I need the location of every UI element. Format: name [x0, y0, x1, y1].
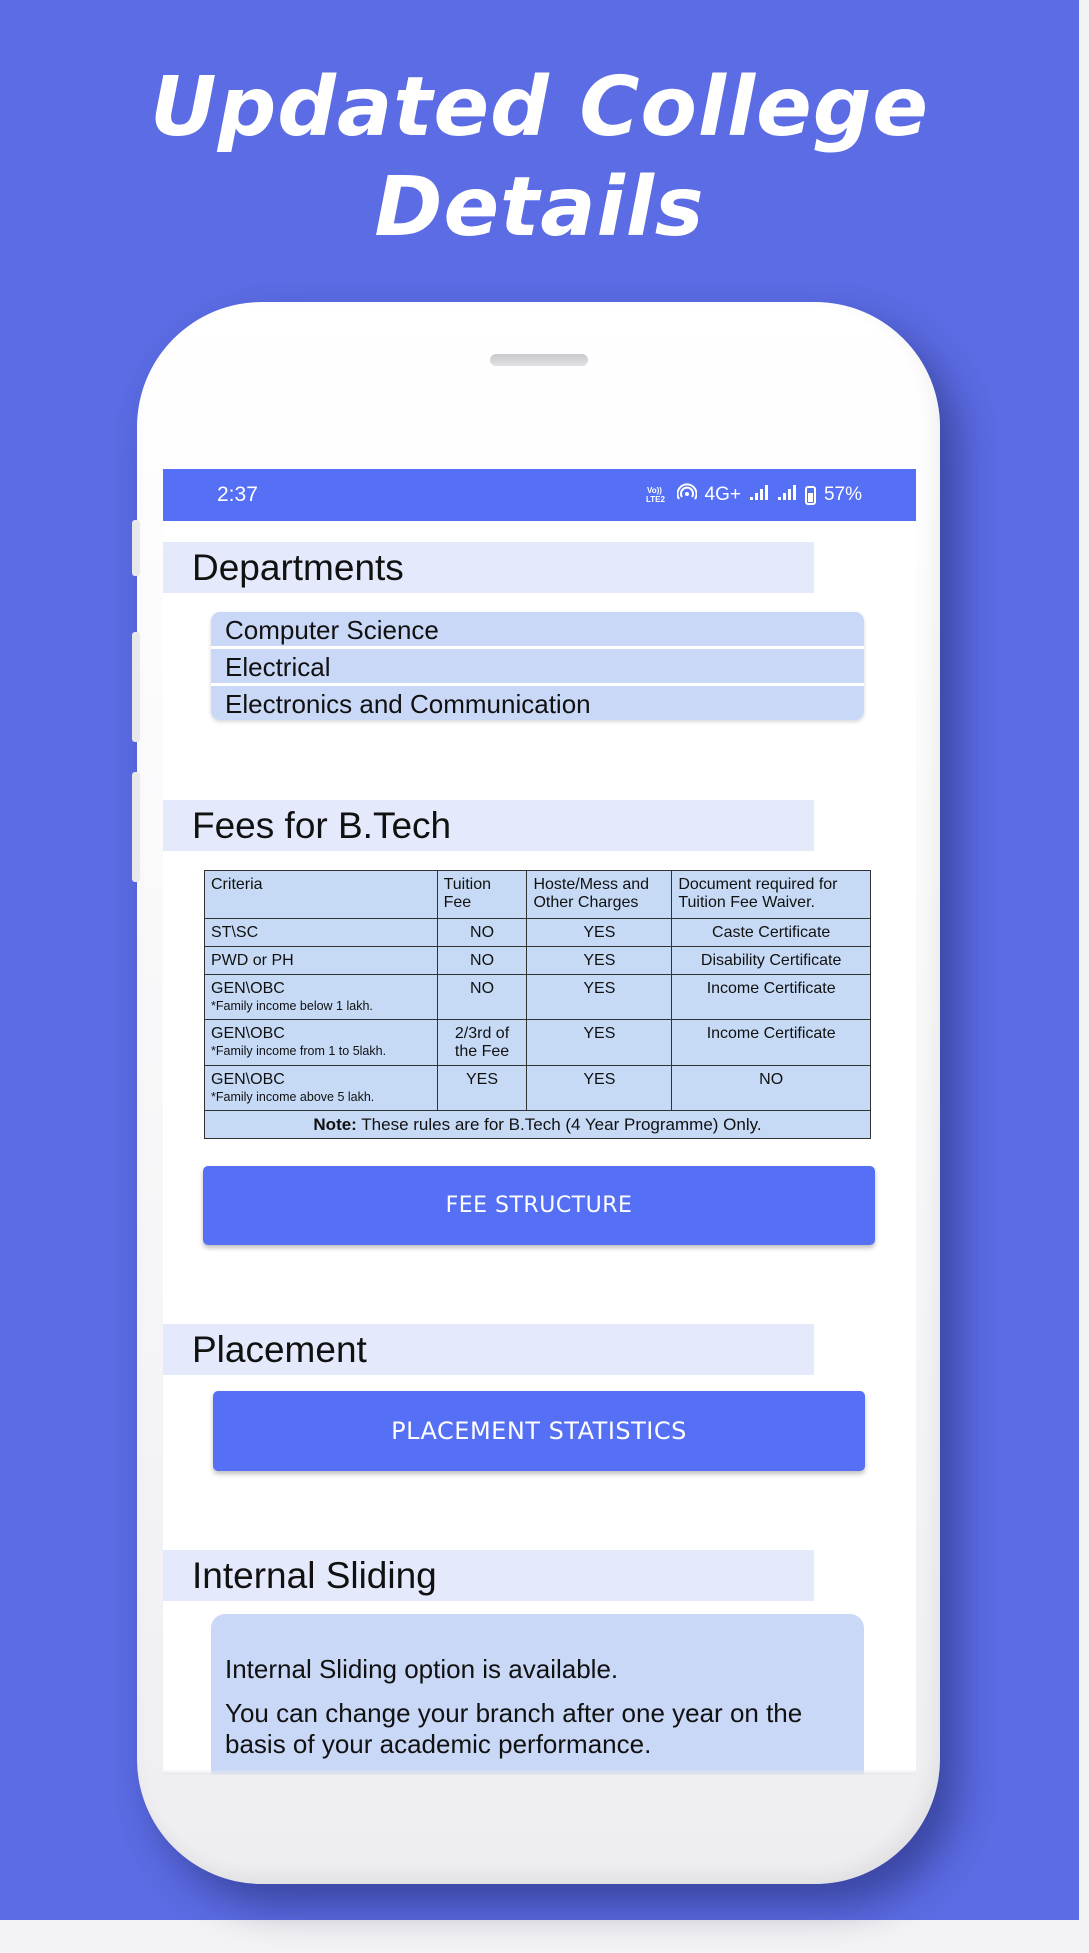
fees-table: [204, 870, 871, 1139]
network-type: 4G+: [704, 484, 741, 505]
hostel-cell: YES: [527, 947, 672, 975]
note-text: These rules are for B.Tech (4 Year Programme) Only.: [361, 1115, 762, 1134]
list-item-department[interactable]: Electrical: [211, 649, 864, 683]
hostel-cell: YES: [527, 975, 672, 1020]
tuition-cell: NO: [437, 947, 527, 975]
battery-percent: 57%: [823, 484, 862, 505]
hostel-cell: YES: [527, 919, 672, 947]
section-title-departments: Departments: [163, 542, 814, 593]
section-title-placement: Placement: [163, 1324, 814, 1375]
table-row: [205, 919, 871, 947]
battery-icon: [805, 486, 816, 505]
internal-sliding-line-1: Internal Sliding option is available.: [225, 1654, 619, 1684]
criteria-cell: [205, 919, 438, 947]
section-title-fees: Fees for B.Tech: [163, 800, 814, 851]
placement-statistics-button[interactable]: PLACEMENT STATISTICS: [213, 1391, 865, 1471]
note-label: Note:: [313, 1115, 357, 1134]
status-time: 2:37: [217, 483, 258, 506]
document-cell: Income Certificate: [672, 1020, 871, 1066]
table-row: [205, 1020, 871, 1066]
criteria-cell: [205, 1020, 438, 1066]
list-item-department[interactable]: Electronics and Communication: [211, 686, 864, 720]
table-row: [205, 947, 871, 975]
column-header: Document required for Tuition Fee Waiver.: [672, 871, 871, 919]
table-note-row: [205, 1111, 871, 1139]
headline-line-2: Details: [374, 160, 705, 255]
criteria-note: *Family income above 5 lakh.: [211, 1090, 375, 1104]
phone-speaker: [490, 354, 588, 366]
criteria-note: *Family income from 1 to 5lakh.: [211, 1044, 387, 1058]
column-header: Hoste/Mess and Other Charges: [527, 871, 672, 919]
signal-icon: [777, 483, 797, 507]
phone-side-button: [132, 772, 140, 882]
table-note: [205, 1111, 871, 1139]
svg-text:LTE2: LTE2: [645, 495, 665, 503]
tuition-cell: 2/3rd of the Fee: [437, 1020, 527, 1066]
document-cell: Income Certificate: [672, 975, 871, 1020]
hostel-cell: YES: [527, 1020, 672, 1066]
screen-bottom-edge: [163, 1769, 916, 1775]
internal-sliding-line-2: You can change your branch after one year on the basis of your academic performance.: [225, 1698, 803, 1759]
column-header: Criteria: [205, 871, 438, 919]
criteria-cell: [205, 975, 438, 1020]
volte-icon: [645, 485, 669, 505]
promo-headline: [0, 58, 1079, 258]
status-icons: [645, 483, 862, 507]
criteria-text: PWD or PH: [211, 952, 294, 969]
document-cell: NO: [672, 1066, 871, 1111]
column-header: Tuition Fee: [437, 871, 527, 919]
signal-icon: [749, 483, 769, 507]
table-row: [205, 975, 871, 1020]
list-item-department[interactable]: Computer Science: [211, 612, 864, 646]
hotspot-icon: [677, 483, 697, 507]
svg-text:Vo)): Vo)): [646, 486, 662, 495]
tuition-cell: NO: [437, 919, 527, 947]
criteria-text: GEN\OBC: [211, 1071, 285, 1088]
criteria-text: GEN\OBC: [211, 980, 285, 997]
criteria-cell: [205, 1066, 438, 1111]
criteria-text: GEN\OBC: [211, 1025, 285, 1042]
section-title-internal-sliding: Internal Sliding: [163, 1550, 814, 1601]
tuition-cell: NO: [437, 975, 527, 1020]
document-cell: Caste Certificate: [672, 919, 871, 947]
phone-mockup: [137, 302, 940, 1884]
app-screen: [163, 469, 916, 1775]
phone-side-button: [132, 632, 140, 742]
table-header-row: [205, 871, 871, 919]
departments-list: [211, 612, 864, 720]
criteria-note: *Family income below 1 lakh.: [211, 999, 373, 1013]
internal-sliding-card: [211, 1614, 864, 1775]
fee-structure-button[interactable]: FEE STRUCTURE: [203, 1166, 875, 1245]
table-row: [205, 1066, 871, 1111]
status-bar: [163, 469, 916, 521]
criteria-cell: [205, 947, 438, 975]
phone-side-button: [132, 520, 140, 576]
criteria-text: ST\SC: [211, 924, 259, 941]
tuition-cell: YES: [437, 1066, 527, 1111]
document-cell: Disability Certificate: [672, 947, 871, 975]
hostel-cell: YES: [527, 1066, 672, 1111]
headline-line-1: Updated College: [149, 60, 930, 155]
